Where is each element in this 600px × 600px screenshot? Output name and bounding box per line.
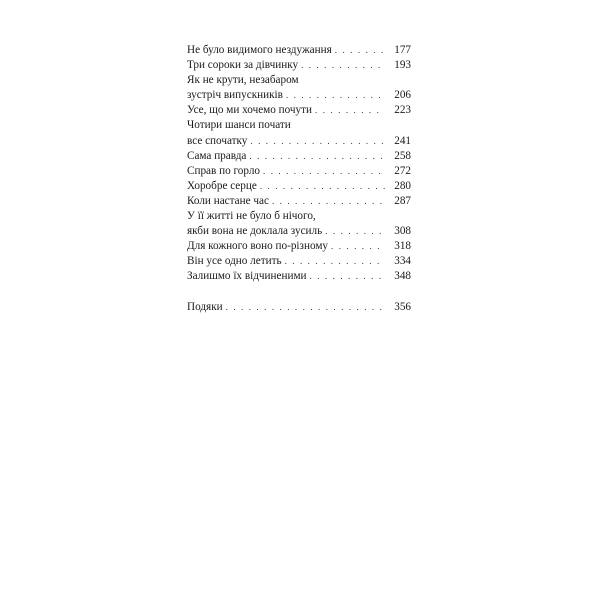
toc-dot-leader [260,179,385,194]
toc-dot-leader [263,164,385,179]
toc-dot-leader [286,88,385,103]
toc-page-number: 272 [394,164,411,177]
toc-dot-leader [335,43,385,58]
toc-entry [187,179,411,194]
toc-page-number: 177 [394,44,411,56]
toc-page-number: 348 [394,270,411,283]
toc-entry [187,194,411,209]
toc-page-number: 258 [394,149,411,162]
toc-entry-title: Для кожного воно по-різному [187,240,328,253]
toc-entry [187,209,411,239]
toc-entry [187,43,411,58]
section-spacer [187,285,411,300]
toc-dot-leader [331,239,385,254]
toc-entry-title: Коли настане час [187,194,269,207]
toc-page-number: 280 [394,179,411,192]
toc-entry-title: Справ по горло [187,164,260,177]
toc-entry [187,58,411,73]
toc-entry-title-line-1: У її житті не було б нічого, [187,210,316,223]
toc-entry-title: Залишмо їх відчиненими [187,270,307,283]
toc-entry [187,239,411,254]
toc-entry-title: Не було видимого нездужання [187,44,332,56]
toc-entry [187,118,411,148]
toc-page-number: 206 [394,89,411,102]
toc-dot-leader [315,103,385,118]
toc-entry-title: Подяки [187,300,223,313]
toc-entry-title: Він усе одно летить [187,255,282,268]
toc-entry [187,254,411,269]
toc-dot-leader [226,300,385,315]
toc-entry-title-line-2: зустріч випускників [187,89,283,102]
toc-dot-leader [272,194,385,209]
toc-entry [187,269,411,284]
toc-entry [187,103,411,118]
toc-entry-title: Сама правда [187,149,247,162]
toc-entry-title-line-1: Як не крути, незабаром [187,74,299,87]
toc-entry [187,149,411,164]
toc-page-number: 308 [394,225,411,238]
table-of-contents [187,43,411,315]
toc-page-number: 193 [394,59,411,72]
toc-dot-leader [249,149,385,164]
toc-page-number: 356 [394,300,411,313]
toc-dot-leader [325,224,385,239]
toc-entry [187,73,411,103]
toc-page-number: 318 [394,240,411,253]
toc-dot-leader [285,254,385,269]
toc-dot-leader [310,269,385,284]
toc-page-number: 287 [394,194,411,207]
toc-entry-title: Хоробре серце [187,179,257,192]
toc-entry-title: Усе, що ми хочемо почути [187,104,313,117]
toc-entry [187,164,411,179]
toc-dot-leader [250,134,385,149]
toc-entry-title-line-2: все спочатку [187,134,248,147]
toc-entry-acknowledgements [187,300,411,315]
toc-dot-leader [301,58,385,73]
toc-page-number: 241 [394,134,411,147]
toc-page-number: 223 [394,104,411,117]
toc-entry-title: Три сороки за дівчинку [187,59,299,72]
toc-entry-title-line-2: якби вона не доклала зусиль [187,225,323,238]
toc-entry-title-line-1: Чотири шанси почати [187,119,291,132]
toc-page-number: 334 [394,255,411,268]
